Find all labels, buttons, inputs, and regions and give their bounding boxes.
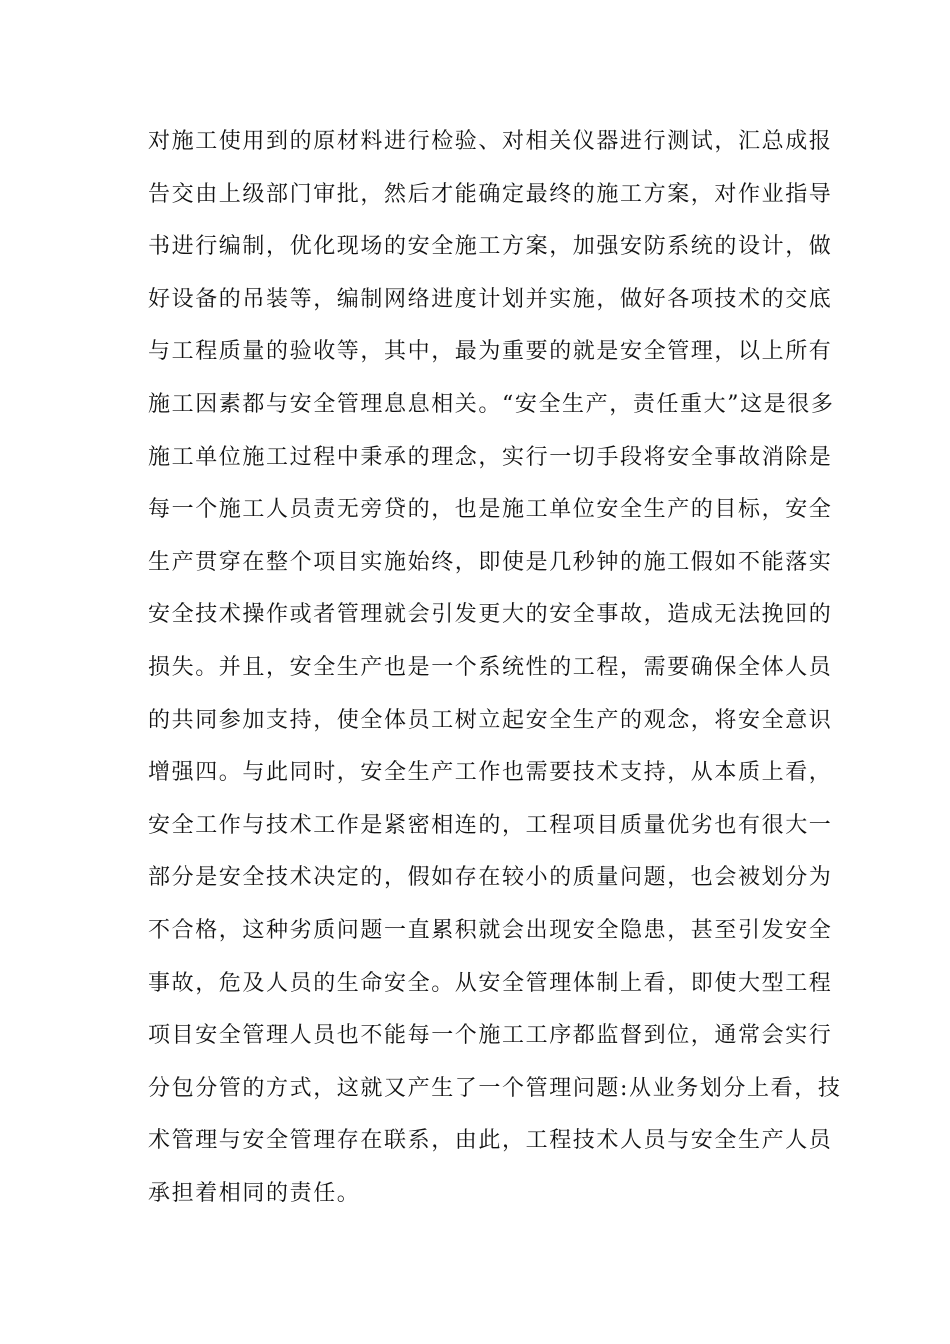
text-line: 事故，危及人员的生命安全。从安全管理体制上看，即使大型工程 xyxy=(148,970,833,996)
text-line: 安全工作与技术工作是紧密相连的，工程项目质量优劣也有很大一 xyxy=(148,812,833,838)
text-line: 安全技术操作或者管理就会引发更大的安全事故，造成无法挽回的 xyxy=(148,602,833,628)
text-line: 施工单位施工过程中秉承的理念，实行一切手段将安全事故消除是 xyxy=(148,444,833,470)
text-line: 承担着相同的责任。 xyxy=(148,1180,361,1206)
text-line: 术管理与安全管理存在联系，由此，工程技术人员与安全生产人员 xyxy=(148,1128,833,1154)
text-line: 好设备的吊装等，编制网络进度计划并实施，做好各项技术的交底 xyxy=(148,286,833,312)
text-line: 对施工使用到的原材料进行检验、对相关仪器进行测试，汇总成报 xyxy=(148,129,833,154)
text-line: 损失。并且，安全生产也是一个系统性的工程，需要确保全体人员 xyxy=(148,654,833,680)
text-line: 告交由上级部门审批，然后才能确定最终的施工方案，对作业指导 xyxy=(148,181,833,207)
text-line: 增强四。与此同时，安全生产工作也需要技术支持，从本质上看， xyxy=(148,760,833,786)
text-line: 不合格，这种劣质问题一直累积就会出现安全隐患，甚至引发安全 xyxy=(148,917,833,943)
text-line: 施工因素都与安全管理息息相关。“安全生产，责任重大”这是很多 xyxy=(148,391,835,417)
body-paragraph xyxy=(148,116,842,1220)
text-line: 每一个施工人员责无旁贷的，也是施工单位安全生产的目标，安全 xyxy=(148,497,833,523)
text-line: 项目安全管理人员也不能每一个施工工序都监督到位，通常会实行 xyxy=(148,1023,833,1049)
text-line: 部分是安全技术决定的，假如存在较小的质量问题，也会被划分为 xyxy=(148,865,833,891)
text-line: 书进行编制，优化现场的安全施工方案，加强安防系统的设计，做 xyxy=(148,234,833,260)
text-line: 生产贯穿在整个项目实施始终，即使是几秒钟的施工假如不能落实 xyxy=(148,549,833,575)
text-line: 分包分管的方式，这就又产生了一个管理问题:从业务划分上看，技 xyxy=(148,1075,842,1101)
text-line: 与工程质量的验收等，其中，最为重要的就是安全管理，以上所有 xyxy=(148,339,833,365)
text-line: 的共同参加支持，使全体员工树立起安全生产的观念，将安全意识 xyxy=(148,707,833,733)
